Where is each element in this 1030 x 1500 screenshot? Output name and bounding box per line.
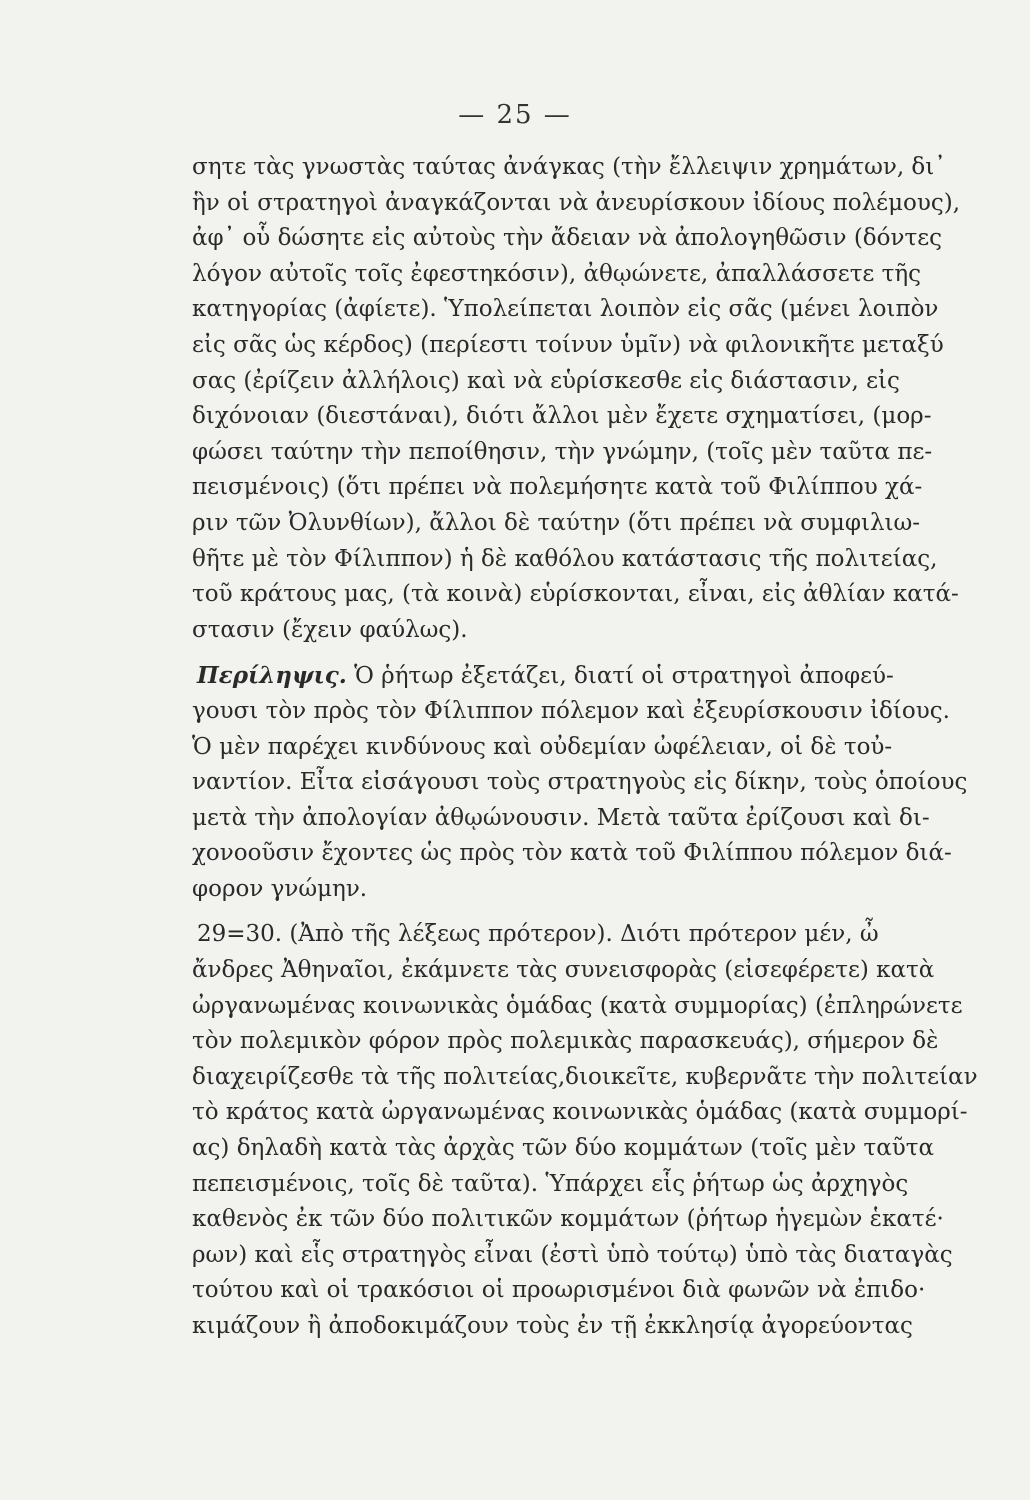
text-line: Ὁ μὲν παρέχει κινδύνους καὶ οὐδεμίαν ὠφέλειαν, οἱ δὲ τοὐ- [192,733,893,760]
text-line: ἄνδρες Ἀθηναῖοι, ἐκάμνετε τὰς συνεισφορὰς (εἰσεφέρετε) κατὰ [192,957,935,984]
text-line: διχόνοιαν (διεστάναι), διότι ἄλλοι μὲν ἔχετε σχηματίσει, (μορ- [192,403,932,430]
text-line: ναντίον. Εἶτα εἰσάγουσι τοὺς στρατηγοὺς εἰς δίκην, τοὺς ὁποίους [192,769,968,796]
text-line: σας (ἐρίζειν ἀλλήλοις) καὶ νὰ εὑρίσκεσθε εἰς διάστασιν, εἰς [192,367,900,394]
text-line: καθενὸς ἐκ τῶν δύο πολιτικῶν κομμάτων (ῥήτωρ ἡγεμὼν ἑκατέ· [192,1206,944,1233]
text-line: ας) δηλαδὴ κατὰ τὰς ἀρχὰς τῶν δύο κομμάτων (τοῖς μὲν ταῦτα [192,1135,935,1162]
text-line: ρων) καὶ εἷς στρατηγὸς εἶναι (ἐστὶ ὑπὸ τούτῳ) ὑπὸ τὰς διαταγὰς [192,1241,953,1268]
text-line: ἣν οἱ στρατηγοὶ ἀναγκάζονται νὰ ἀνευρίσκουν ἰδίους πολέμους), [192,189,961,216]
summary-label: Περίληψις. [197,662,347,690]
text-line: τοῦ κράτους μας, (τὰ κοινὰ) εὑρίσκονται, εἶναι, εἰς ἀθλίαν κατά- [192,581,959,608]
text-line: σητε τὰς γνωστὰς ταύτας ἀνάγκας (τὴν ἔλλειψιν χρημάτων, δι᾿ [192,154,946,180]
text-line: κατηγορίας (ἀφίετε). Ὑπολείπεται λοιπὸν εἰς σᾶς (μένει λοιπὸν [192,296,939,323]
text-line: θῆτε μὲ τὸν Φίλιππον) ἡ δὲ καθόλου κατάστασις τῆς πολιτείας, [192,545,938,572]
summary-first-line-text: Ὁ ῥήτωρ ἐξετάζει, διατί οἱ στρατηγοὶ ἀποφεύ- [346,663,894,690]
text-line: λόγον αὐτοῖς τοῖς ἐφεστηκόσιν), ἀθῳώνετε, ἀπαλλάσσετε τῆς [192,260,922,287]
text-line: 29=30. (Ἀπὸ τῆς λέξεως πρότερον). Διότι πρότερον μέν, ὦ [197,921,879,948]
text-line: μετὰ τὴν ἀπολογίαν ἀθῳώνουσιν. Μετὰ ταῦτα ἐρίζουσι καὶ δι- [192,804,930,831]
text-line: τὸν πολεμικὸν φόρον πρὸς πολεμικὰς παρασκευάς), σήμερον δὲ [192,1028,939,1055]
text-line: διαχειρίζεσθε τὰ τῆς πολιτείας,διοικεῖτε, κυβερνᾶτε τὴν πολιτείαν [192,1063,978,1090]
paragraph-1 [192,150,961,648]
text-line: ἀφ᾿ οὗ δώσητε εἰς αὐτοὺς τὴν ἄδειαν νὰ ἀπολογηθῶσιν (δόντες [192,225,942,252]
text-line: πεπεισμένοις, τοῖς δὲ ταῦτα). Ὑπάρχει εἷς ῥήτωρ ὡς ἀρχηγὸς [192,1170,909,1197]
summary-first-line [192,658,894,694]
text-line: γουσι τὸν πρὸς τὸν Φίλιππον πόλεμον καὶ ἐξευρίσκουσιν ἰδίους. [192,697,950,724]
text-block [192,150,978,1345]
text-line: κιμάζουν ἢ ἀποδοκιμάζουν τοὺς ἐν τῇ ἐκκλησίᾳ ἀγορεύοντας [192,1313,913,1339]
text-line: στασιν (ἔχειν φαύλως). [192,616,468,643]
text-line: τούτου καὶ οἱ τρακόσιοι οἱ προωρισμένοι διὰ φωνῶν νὰ ἐπιδο· [192,1277,926,1304]
text-line: χονοοῦσιν ἔχοντες ὡς πρὸς τὸν κατὰ τοῦ Φιλίππου πόλεμον διά- [192,840,952,867]
text-line: ὠργανωμένας κοινωνικὰς ὁμάδας (κατὰ συμμορίας) (ἐπληρώνετε [192,992,963,1019]
paragraph-2 [192,658,968,907]
text-line: τὸ κράτος κατὰ ὠργανωμένας κοινωνικὰς ὁμάδας (κατὰ συμμορί- [192,1099,968,1126]
text-line: εἰς σᾶς ὡς κέρδος) (περίεστι τοίνυν ὑμῖν) νὰ φιλονικῆτε μεταξύ [192,331,944,358]
text-line: φώσει ταύτην τὴν πεποίθησιν, τὴν γνώμην, (τοῖς μὲν ταῦτα πε- [192,438,933,465]
text-line: φορον γνώμην. [192,875,368,902]
page-number: — 25 — [458,100,572,130]
paragraph-3 [192,917,978,1344]
text-line: ριν τῶν Ὀλυνθίων), ἄλλοι δὲ ταύτην (ὅτι πρέπει νὰ συμφιλιω- [192,509,921,536]
text-line: πεισμένοις) (ὅτι πρέπει νὰ πολεμήσητε κατὰ τοῦ Φιλίππου χά- [192,474,923,501]
